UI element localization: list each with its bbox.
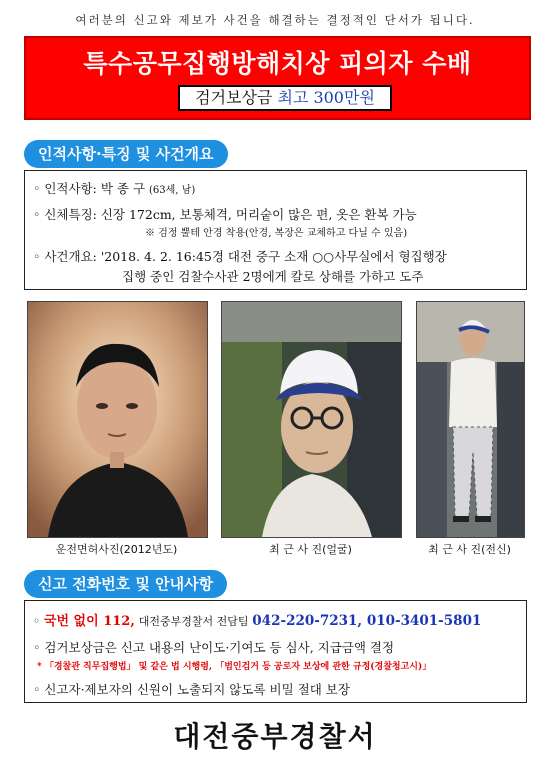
incident-text-2: 집행 중인 검찰수사관 2명에게 칼로 상해를 가하고 도주 bbox=[122, 269, 424, 284]
recent-face-caption: 최 근 사 진(얼굴) bbox=[269, 543, 352, 556]
recent-face-photo bbox=[221, 301, 402, 538]
personal-detail: (63세, 남) bbox=[149, 185, 196, 196]
license-photo-caption: 운전면허사진(2012년도) bbox=[55, 543, 178, 556]
license-photo-image bbox=[28, 302, 207, 537]
top-notice: 여러분의 신고와 제보가 사건을 해결하는 결정적인 단서가 됩니다. bbox=[75, 13, 475, 27]
reward-criteria: 검거보상금은 신고 내용의 난이도·기여도 등 심사, 지급금액 결정 bbox=[44, 640, 395, 655]
license-photo bbox=[27, 301, 208, 538]
appearance-note: ※ 검정 뿔테 안경 착용(안경, 복장은 교체하고 다닐 수 있음) bbox=[145, 228, 408, 239]
report-line-2: ◦ 검거보상금은 신고 내용의 난이도·기여도 등 심사, 지급금액 결정 bbox=[33, 640, 395, 655]
legal-basis: 「경찰관 직무집행법」 및 같은 법 시행령, 「범인검거 등 공로자 보상에 관한 규정(경찰청고시)」 bbox=[44, 662, 432, 672]
reward-amount: 최고 300만원 bbox=[277, 88, 375, 107]
personal-info-line: ◦ 인적사항: 박 종 구 (63세, 남) bbox=[33, 181, 196, 196]
police-station-name: 대전중부경찰서 bbox=[173, 720, 377, 753]
recent-fullbody-photo bbox=[416, 301, 525, 538]
reward-box bbox=[178, 85, 392, 111]
section-personal-info-title: 인적사항·특징 및 사건개요 bbox=[24, 140, 228, 168]
incident-line: ◦ 사건개요: '2018. 4. 2. 16:45경 대전 중구 소재 ○○사무실에서 형집행장 bbox=[33, 249, 447, 264]
physical-line: ◦ 신체특징: 신장 172cm, 보통체격, 머리숱이 많은 편, 옷은 환복 가능 bbox=[33, 207, 417, 222]
contact-phones: 042-220-7231, 010-3401-5801 bbox=[252, 613, 482, 629]
station-team: 대전중부경찰서 전담팀 bbox=[138, 615, 249, 628]
recent-face-photo-image bbox=[222, 302, 401, 537]
wanted-banner bbox=[24, 36, 531, 120]
incident-text-1: 사건개요: '2018. 4. 2. 16:45경 대전 중구 소재 ○○사무실에서 형집행장 bbox=[44, 249, 447, 264]
report-line-1: ◦ 국번 없이 112, 대전중부경찰서 전담팀 042-220-7231, 010-3401-5801 bbox=[33, 613, 482, 629]
report-info-box bbox=[24, 600, 527, 703]
reward-prefix: 검거보상금 bbox=[195, 88, 273, 107]
personal-label: 인적사항: 박 종 구 bbox=[44, 181, 146, 196]
report-line-4: ◦ 신고자·제보자의 신원이 노출되지 않도록 비밀 절대 보장 bbox=[33, 682, 350, 697]
recent-fullbody-photo-image bbox=[417, 302, 524, 537]
legal-basis-note: * 「경찰관 직무집행법」 및 같은 법 시행령, 「범인검거 등 공로자 보상에 관한 규정(경찰청고시)」 bbox=[37, 662, 432, 672]
physical-text: 신체특징: 신장 172cm, 보통체격, 머리숱이 많은 편, 옷은 환복 가능 bbox=[44, 207, 417, 222]
section-report-title: 신고 전화번호 및 안내사항 bbox=[24, 570, 227, 598]
personal-info-box bbox=[24, 170, 527, 290]
confidentiality: 신고자·제보자의 신원이 노출되지 않도록 비밀 절대 보장 bbox=[44, 682, 350, 697]
emergency-number: 국번 없이 112, bbox=[43, 614, 135, 629]
banner-title: 특수공무집행방해치상 피의자 수배 bbox=[83, 49, 472, 78]
recent-fullbody-caption: 최 근 사 진(전신) bbox=[428, 543, 511, 556]
